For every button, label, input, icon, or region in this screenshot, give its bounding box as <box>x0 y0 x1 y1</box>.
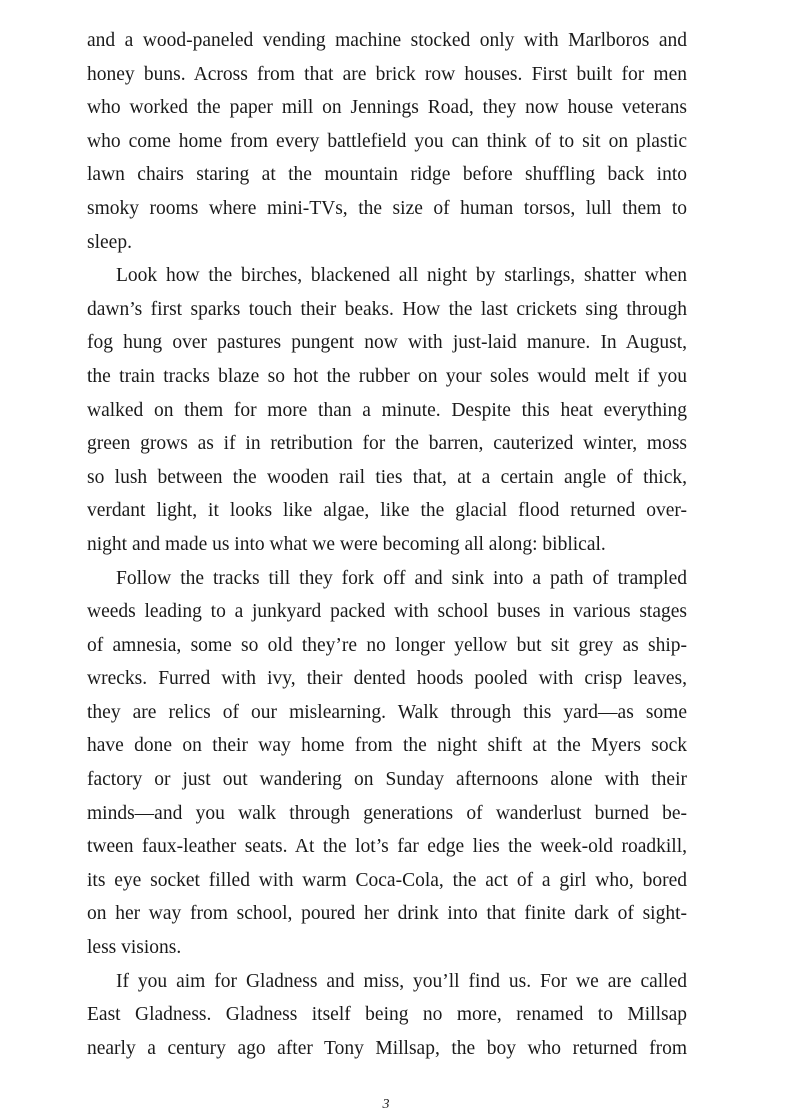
text-line: sleep. <box>87 231 132 253</box>
text-line: its eye socket filled with warm Coca-Cola, the act of a girl who, bored <box>87 869 687 891</box>
text-line: night and made us into what we were becoming all along: biblical. <box>87 533 606 555</box>
text-line: and a wood-paneled vending machine stocked only with Marlboros and <box>87 30 687 51</box>
text-line: walked on them for more than a minute. Despite this heat everything <box>87 399 687 421</box>
text-line: If you aim for Gladness and miss, you’ll find us. For we are called <box>116 970 687 992</box>
text-line: tween faux-leather seats. At the lot’s far edge lies the week-old roadkill, <box>87 836 687 858</box>
text-line: verdant light, it looks like algae, like the glacial flood returned over- <box>87 500 687 522</box>
text-line: have done on their way home from the night shift at the Myers sock <box>87 735 687 757</box>
text-line: on her way from school, poured her drink into that finite dark of sight- <box>87 903 687 925</box>
text-line: of amnesia, some so old they’re no longer yellow but sit grey as ship- <box>87 634 687 656</box>
text-line: smoky rooms where mini-TVs, the size of human torsos, lull them to <box>87 197 687 219</box>
paragraph-2 <box>87 259 687 561</box>
paragraph-4 <box>87 965 687 1066</box>
page-number: 3 <box>382 1097 390 1112</box>
text-line: the train tracks blaze so hot the rubber on your soles would melt if you <box>87 365 687 387</box>
text-line: Look how the birches, blackened all night by starlings, shatter when <box>116 265 687 287</box>
text-line: wrecks. Furred with ivy, their dented hoods pooled with crisp leaves, <box>87 668 687 690</box>
text-line: they are relics of our mislearning. Walk through this yard—as some <box>87 701 687 723</box>
text-line: minds—and you walk through generations of wanderlust burned be- <box>87 802 687 824</box>
text-line: Follow the tracks till they fork off and sink into a path of trampled <box>116 567 687 589</box>
paragraph-3 <box>87 562 687 965</box>
text-line: East Gladness. Gladness itself being no more, renamed to Millsap <box>87 1004 687 1026</box>
text-line: less visions. <box>87 937 182 959</box>
text-line: fog hung over pastures pungent now with just-laid manure. In August, <box>87 332 687 354</box>
text-line: so lush between the wooden rail ties that, at a certain angle of thick, <box>87 466 687 488</box>
text-line: dawn’s first sparks touch their beaks. How the last crickets sing through <box>87 298 687 320</box>
text-line: who come home from every battlefield you can think of to sit on plastic <box>87 130 687 152</box>
paragraph-1 <box>87 24 687 259</box>
text-line: nearly a century ago after Tony Millsap, the boy who returned from <box>87 1037 687 1059</box>
text-line: honey buns. Across from that are brick row houses. First built for men <box>87 63 687 85</box>
text-line: who worked the paper mill on Jennings Road, they now house veterans <box>87 97 687 119</box>
page-body <box>87 24 687 1065</box>
text-line: lawn chairs staring at the mountain ridge before shuffling back into <box>87 164 687 186</box>
text-line: factory or just out wandering on Sunday afternoons alone with their <box>87 769 687 791</box>
text-line: green grows as if in retribution for the barren, cauterized winter, moss <box>87 433 687 455</box>
text-line: weeds leading to a junkyard packed with school buses in various stages <box>87 601 687 623</box>
